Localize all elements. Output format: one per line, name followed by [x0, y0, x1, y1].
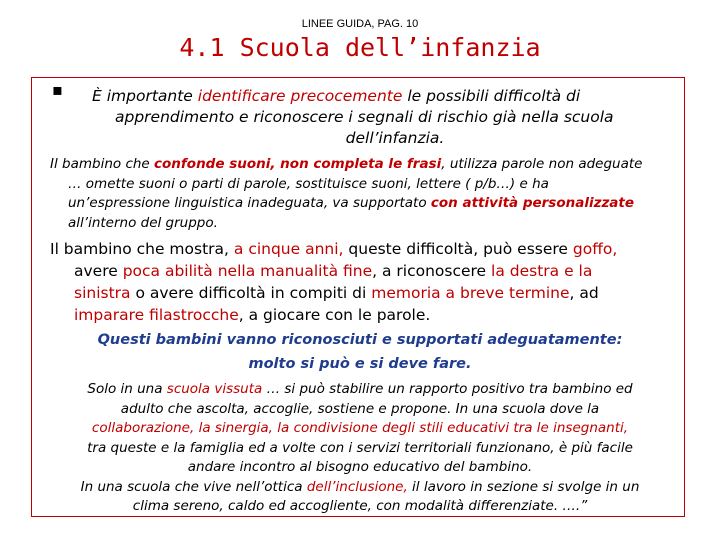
p4-line-1: Questi bambini vanno riconosciuti e supportati adeguatamente: — [97, 332, 623, 348]
p3-highlight-6: memoria a breve termine — [371, 284, 570, 302]
p2-line-4: all’interno del gruppo. — [68, 214, 218, 231]
p5-line-4: tra queste e la famiglia ed a volte con i servizi territoriali funzionano, è più facile — [87, 439, 633, 456]
p5-line-5: andare incontro al bisogno educativo del bambino. — [187, 459, 533, 475]
p3-highlight-7: imparare filastrocche — [74, 306, 239, 324]
paragraph-5 — [36, 380, 684, 517]
p2-highlight-1: confonde suoni, non completa le frasi — [154, 156, 442, 172]
p5-line-7: clima sereno, caldo ed accogliente, con modalità differenziate. ….” — [132, 498, 588, 514]
page-header: LINEE GUIDA, PAG. 10 — [301, 18, 419, 30]
p5-line-6: In una scuola che vive nell’ottica dell’inclusione, il lavoro in sezione si svolge in un — [80, 478, 640, 495]
p1-line-3: dell’infanzia. — [345, 129, 445, 147]
p2-line-1: Il bambino che confonde suoni, non completa le frasi, utilizza parole non adeguate — [50, 156, 643, 172]
p2-line-3: un’espressione linguistica inadeguata, va supportato con attività personalizzate — [68, 195, 635, 211]
p3-highlight-2: goffo, — [572, 240, 618, 258]
p3-line-1: Il bambino che mostra, a cinque anni, queste difficoltà, può essere goffo, — [50, 240, 618, 258]
paragraph-1 — [60, 86, 660, 149]
p1-line-1: È importante identificare precocemente le possibili difficoltà di — [92, 87, 581, 105]
p3-highlight-5: sinistra — [74, 284, 131, 302]
p4-line-2: molto si può e si deve fare. — [248, 356, 472, 372]
paragraph-3 — [50, 238, 680, 326]
p1-line-2: apprendimento e riconoscere i segnali di rischio già nella scuola — [115, 108, 614, 126]
p5-line-2: adulto che ascolta, accoglie, sostiene e propone. In una scuola dove la — [120, 400, 600, 417]
p3-line-2: avere poca abilità nella manualità fine, a riconoscere la destra e la — [74, 262, 593, 280]
p5-highlight-3: dell’inclusione, — [306, 478, 408, 495]
p2-line-2: … omette suoni o parti di parole, sostituisce suoni, lettere ( p/b…) e ha — [68, 175, 549, 192]
p3-line-4: imparare filastrocche, a giocare con le parole. — [74, 306, 431, 324]
p3-highlight-3: poca abilità nella manualità fine — [122, 262, 373, 280]
p5-line-1: Solo in una scuola vissuta … si può stabilire un rapporto positivo tra bambino ed — [87, 381, 633, 397]
p1-highlight: identificare precocemente — [197, 87, 403, 105]
p3-line-3: sinistra o avere difficoltà in compiti di memoria a breve termine, ad — [74, 284, 599, 302]
p5-highlight-1: scuola vissuta — [166, 381, 263, 397]
p2-highlight-2: con attività personalizzate — [430, 195, 635, 211]
bullet-icon: ▪ — [52, 80, 63, 99]
p3-highlight-1: a cinque anni, — [233, 240, 344, 258]
p5-highlight-2: collaborazione, la sinergia, la condivisione degli stili educativi tra le insegnanti, — [91, 420, 629, 436]
p3-highlight-4: la destra e la — [491, 262, 593, 280]
paragraph-4 — [36, 328, 684, 376]
paragraph-2 — [50, 155, 680, 233]
page-title: 4.1 Scuola dell’infanzia — [179, 33, 541, 62]
